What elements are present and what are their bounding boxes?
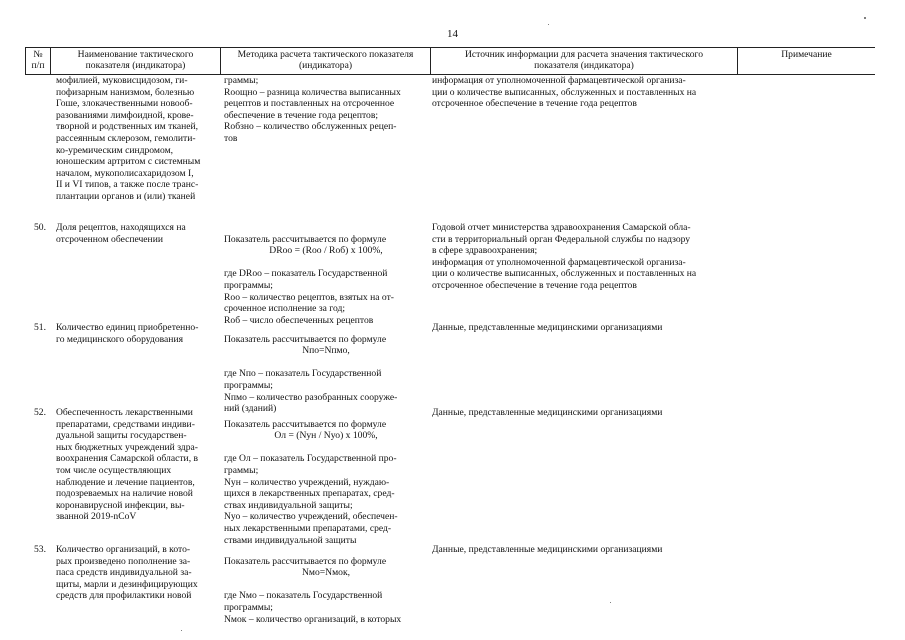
method-intro: Показатель рассчитывается по формуле xyxy=(224,555,387,567)
method-intro: Показатель рассчитывается по формуле xyxy=(224,333,387,345)
method-rest: где DRоо – показатель Государственной программы; Rоо – количество рецептов, взятых на от- сроченное исполнение за год; Rоб – число обеспеченных рецептов xyxy=(224,268,394,326)
header-method: Методика расчета тактического показателя (индикатора) xyxy=(237,49,414,71)
row-53-name: Количество организаций, в кото- рых произведено пополнение за- паса средств индивидуальной за- щиты, марли и дезинфицирующих средств для профилактики новой xyxy=(56,544,198,602)
row-52-method xyxy=(224,407,428,546)
scan-speck xyxy=(610,602,611,603)
method-intro: Показатель рассчитывается по формуле xyxy=(224,418,387,430)
row-cont-source: информация от уполномоченной фармацевтической организа- ции о количестве выписанных, обслуженных и поставленных на отсроченное обеспечение в течение года рецептов xyxy=(432,75,697,110)
scan-speck xyxy=(864,17,866,19)
method-formula: Nпо=Nпмо, xyxy=(302,345,350,357)
row-50-num: 50. xyxy=(34,222,46,233)
method-rest: где Nпо – показатель Государственной программы; Nпмо – количество разобранных сооруже- ний (зданий) xyxy=(224,368,398,415)
row-50-name: Доля рецептов, находящихся на отсроченном обеспечении xyxy=(56,222,186,245)
row-52-source: Данные, представленные медицинскими организациями xyxy=(432,407,663,418)
method-rest: где Nмо – показатель Государственной программы; Nмок – количество организаций, в которых xyxy=(224,590,402,625)
header-note: Примечание xyxy=(781,49,832,60)
row-51-source: Данные, представленные медицинскими организациями xyxy=(432,322,663,333)
row-53-method xyxy=(224,544,428,625)
row-51-method xyxy=(224,322,428,415)
row-50-source: Годовой отчет министерства здравоохранения Самарской обла- сти в территориальный орган Федеральной службы по надзору в сфере здравоохранения; информация от уполномоченной фармацевтической организа- ции о количестве выписанных, обслуженных и поставленных на отсроченное обеспечение в течение года рецептов xyxy=(432,222,697,291)
header-name: Наименование тактического показателя (индикатора) xyxy=(77,49,194,71)
header-source: Источник информации для расчета значения тактического показателя (индикатора) xyxy=(464,49,704,71)
scan-speck xyxy=(181,630,182,631)
row-50-method xyxy=(224,222,428,326)
row-cont-name: мофилией, муковисцидозом, ги- пофизарным нанизмом, болезнью Гоше, злокачественными новооб- разованиями лимфоидной, крове- творной и родственных им тканей, рассеянным склерозом, гемолити- ко-уремическим синдромом, юношеским артритом с системным началом, мукополисахаридозом I, II и VI типов, а также после транс- плантации органов и (или) тканей xyxy=(56,75,201,202)
row-53-num: 53. xyxy=(34,544,46,555)
method-formula: Nмо=Nмок, xyxy=(301,567,351,579)
row-51-num: 51. xyxy=(34,322,46,333)
row-51-name: Количество единиц приобретенно- го медицинского оборудования xyxy=(56,322,199,345)
method-formula: Ол = (Nун / Nуо) х 100%, xyxy=(274,430,378,442)
method-rest: где Ол – показатель Государственной про- граммы; Nун – количество учреждений, нуждаю- щихся в лекарственных препаратах, сред- ствах индивидуальной защиты; Nуо – количество учреждений, обеспечен- ных лекарственными препаратами, сред- ствами индивидуальной защиты xyxy=(224,453,398,546)
row-cont-method: граммы; Rоощно – разница количества выписанных рецептов и поставленных на отсроченное обеспечение в течение года рецептов; Rобзно – количество обслуженных рецеп- тов xyxy=(224,75,401,144)
row-52-name: Обеспеченность лекарственными препаратами, средствами индиви- дуальной защиты государствен- ных бюджетных учреждений здра- воохранения Самарской области, в том числе осуществляющих наблюдение и лечение пациентов, подозреваемых на наличие новой коронавирусной инфекции, вы- званной 2019-nCoV xyxy=(56,407,199,523)
page-number: 14 xyxy=(447,28,458,40)
header-num: № п/п xyxy=(31,49,45,71)
row-53-source: Данные, представленные медицинскими организациями xyxy=(432,544,663,555)
method-formula: DRоо = (Rоо / Rоб) х 100%, xyxy=(269,245,383,257)
scan-speck xyxy=(548,24,549,25)
method-intro: Показатель рассчитывается по формуле xyxy=(224,233,387,245)
row-52-num: 52. xyxy=(34,407,46,418)
